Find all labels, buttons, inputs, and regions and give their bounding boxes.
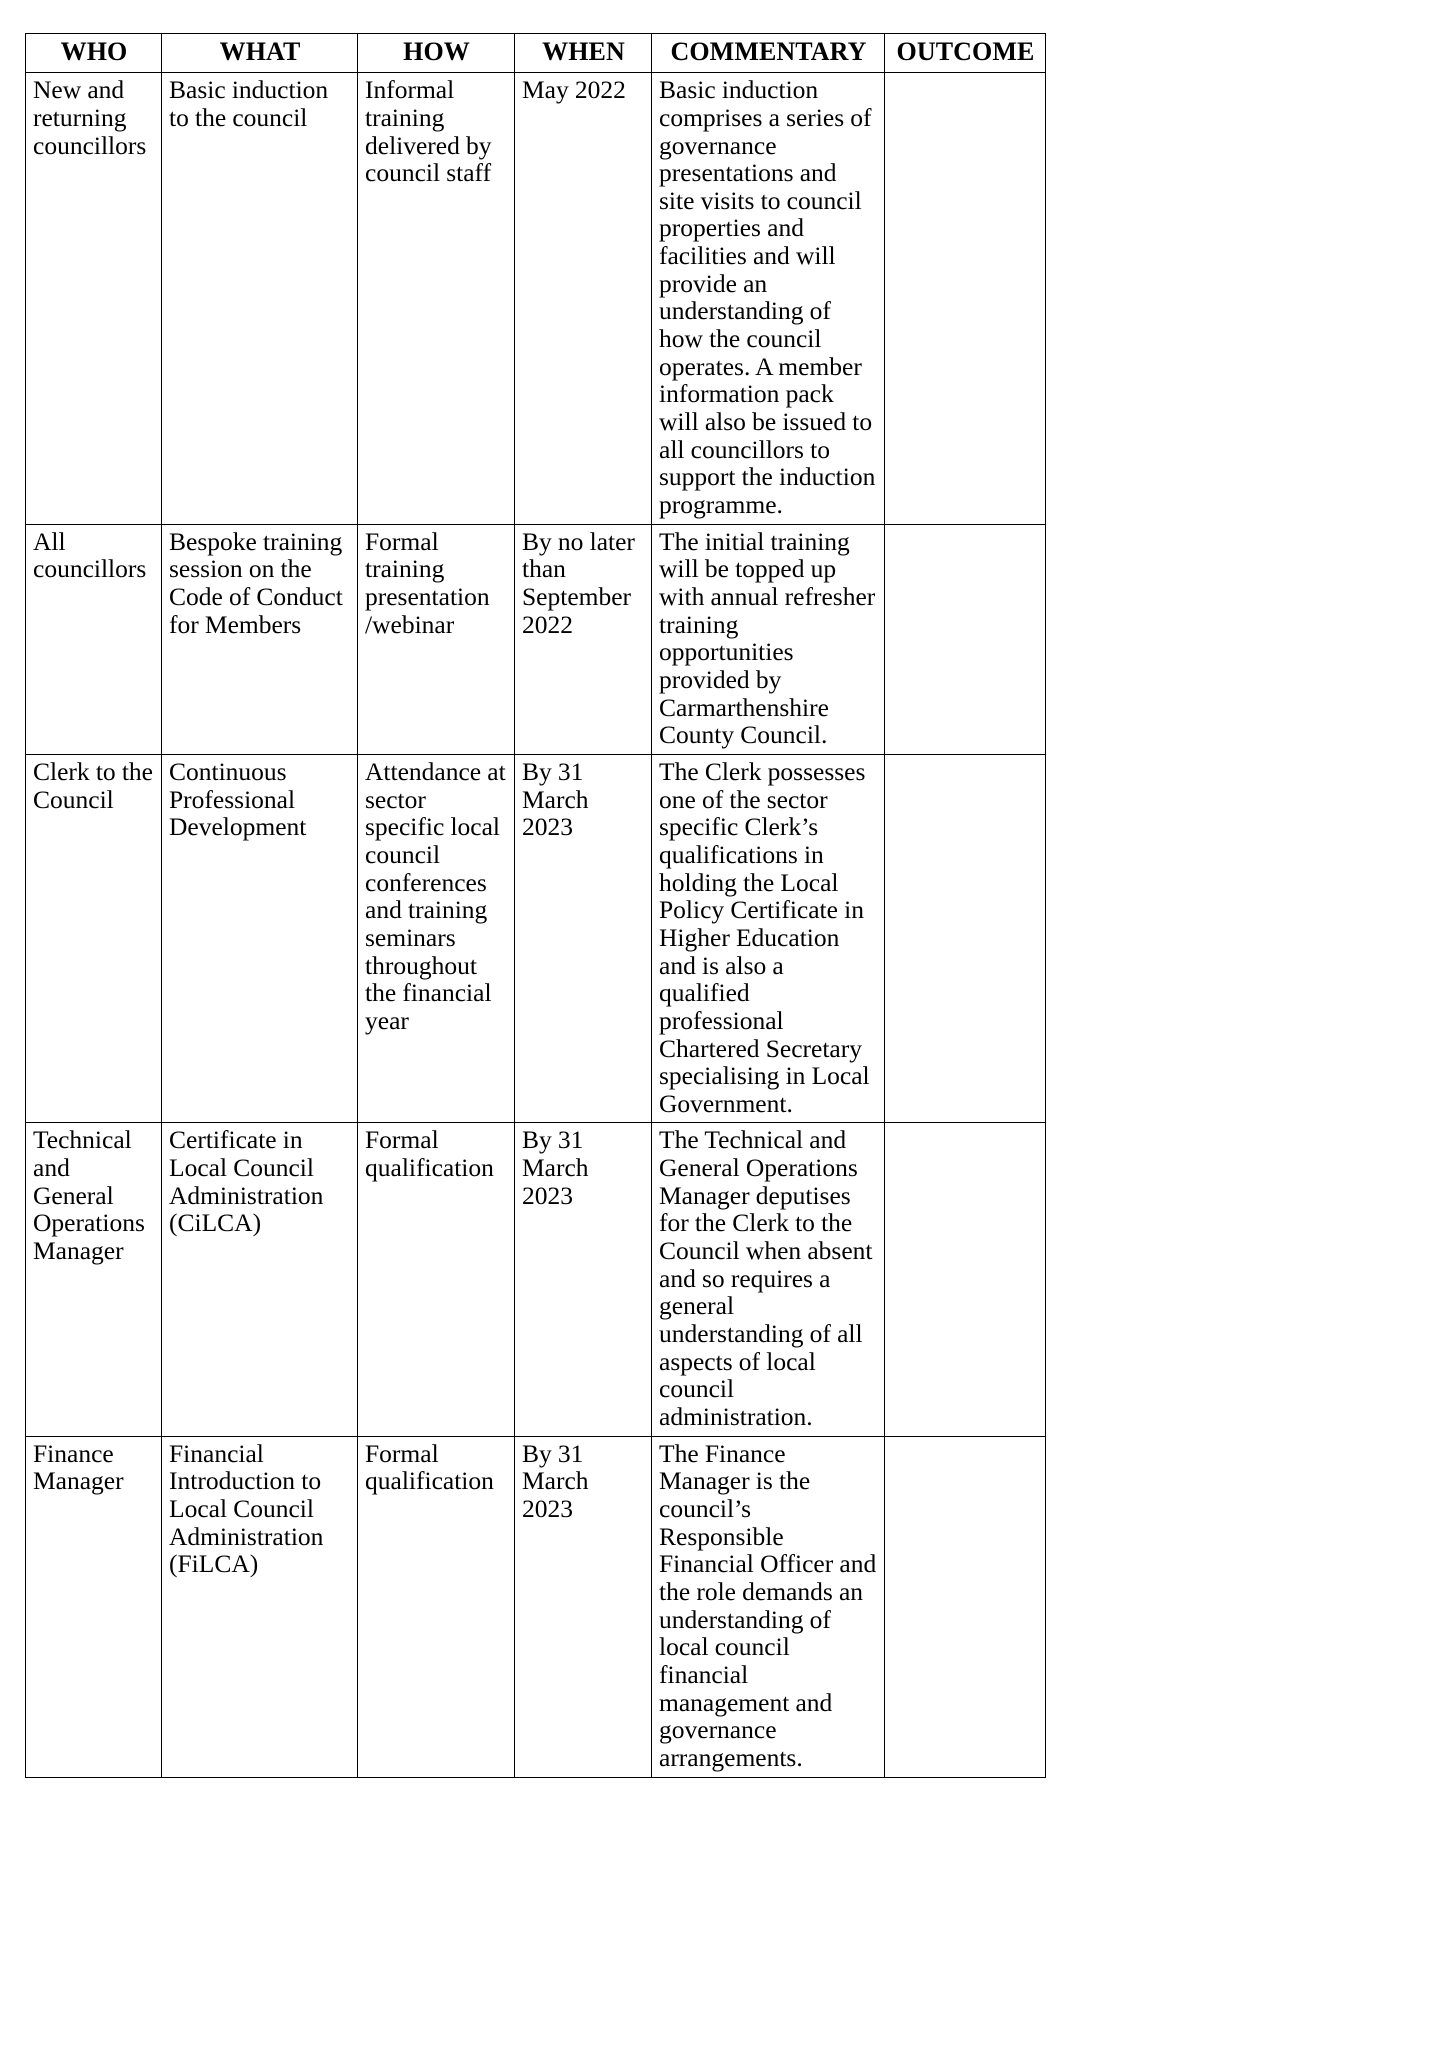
cell-what: Financial Introduction to Local Council Administration (FiLCA) [162,1436,358,1777]
table-row [26,1436,1046,1777]
table-row [26,73,1046,525]
cell-outcome [885,1436,1046,1777]
table-row [26,1123,1046,1436]
cell-how: Formal training presentation /webinar [358,524,515,754]
cell-who: New and returning councillors [26,73,162,525]
cell-who: All councillors [26,524,162,754]
cell-how: Informal training delivered by council staff [358,73,515,525]
training-plan-table [25,33,1046,1778]
cell-outcome [885,73,1046,525]
cell-when: May 2022 [515,73,652,525]
cell-when: By 31 March 2023 [515,1123,652,1436]
cell-when: By 31 March 2023 [515,754,652,1123]
cell-what: Continuous Professional Development [162,754,358,1123]
table-header [26,34,1046,73]
cell-how: Formal qualification [358,1123,515,1436]
cell-when: By 31 March 2023 [515,1436,652,1777]
column-header-commentary: COMMENTARY [652,34,885,73]
cell-commentary: The Clerk possesses one of the sector specific Clerk’s qualifications in holding the Local Policy Certificate in Higher Education and is also a qualified professional Chartered Secretary specialising in Local Government. [652,754,885,1123]
cell-who: Finance Manager [26,1436,162,1777]
column-header-who: WHO [26,34,162,73]
column-header-how: HOW [358,34,515,73]
cell-what: Certificate in Local Council Administration (CiLCA) [162,1123,358,1436]
cell-how: Formal qualification [358,1436,515,1777]
cell-outcome [885,754,1046,1123]
cell-commentary: The initial training will be topped up with annual refresher training opportunities provided by Carmarthenshire County Council. [652,524,885,754]
column-header-outcome: OUTCOME [885,34,1046,73]
table-header-row [26,34,1046,73]
cell-outcome [885,1123,1046,1436]
cell-commentary: Basic induction comprises a series of governance presentations and site visits to council properties and facilities and will provide an understanding of how the council operates. A member information pack will also be issued to all councillors to support the induction programme. [652,73,885,525]
cell-commentary: The Technical and General Operations Manager deputises for the Clerk to the Council when absent and so requires a general understanding of all aspects of local council administration. [652,1123,885,1436]
cell-what: Basic induction to the council [162,73,358,525]
cell-who: Technical and General Operations Manager [26,1123,162,1436]
cell-what: Bespoke training session on the Code of Conduct for Members [162,524,358,754]
table-row [26,754,1046,1123]
column-header-what: WHAT [162,34,358,73]
table-row [26,524,1046,754]
training-plan-table-wrapper [25,33,1045,1778]
cell-commentary: The Finance Manager is the council’s Responsible Financial Officer and the role demands an understanding of local council financial management and governance arrangements. [652,1436,885,1777]
cell-when: By no later than September 2022 [515,524,652,754]
column-header-when: WHEN [515,34,652,73]
table-body [26,73,1046,1777]
cell-outcome [885,524,1046,754]
cell-how: Attendance at sector specific local council conferences and training seminars throughout the financial year [358,754,515,1123]
cell-who: Clerk to the Council [26,754,162,1123]
